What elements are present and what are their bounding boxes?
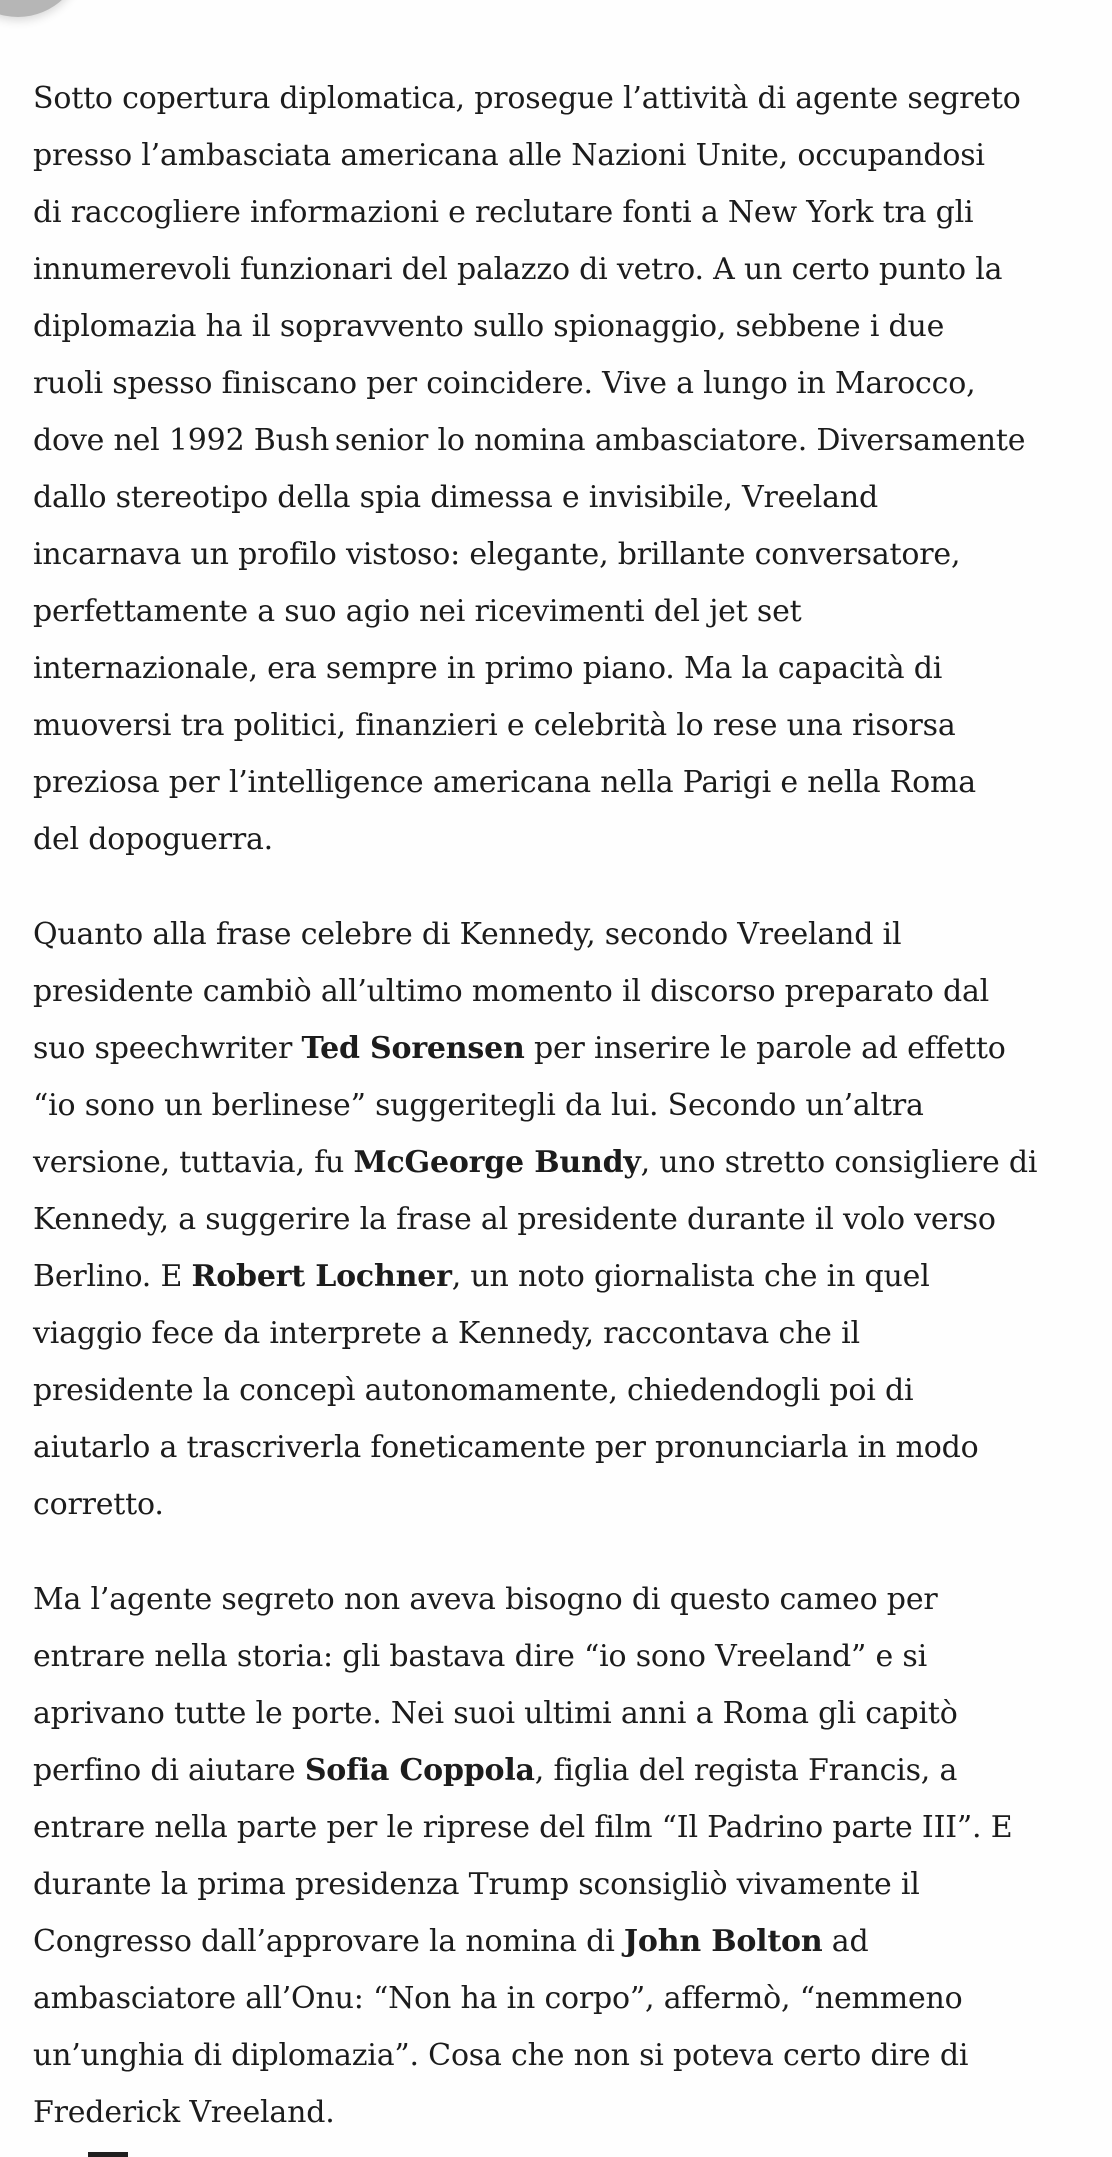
text-segment: ruoli spesso finiscano per coincidere. Vive a lungo in Marocco,	[33, 366, 976, 401]
text-segment: Sotto copertura diplomatica, prosegue l’attività di agente segreto	[33, 81, 1021, 116]
text-line	[33, 241, 1084, 298]
text-segment: dove nel 1992 Bush senior lo nomina ambasciatore. Diversamente	[33, 423, 1026, 458]
text-line	[33, 1305, 1084, 1362]
text-line	[33, 355, 1084, 412]
text-line	[33, 697, 1084, 754]
text-segment: Congresso dall’approvare la nomina di	[33, 1924, 624, 1959]
text-segment: presidente la concepì autonomamente, chiedendogli poi di	[33, 1373, 914, 1408]
text-segment: viaggio fece da interprete a Kennedy, raccontava che il	[33, 1316, 860, 1351]
text-segment: internazionale, era sempre in primo piano. Ma la capacità di	[33, 651, 943, 686]
text-segment: Ma l’agente segreto non aveva bisogno di questo cameo per	[33, 1582, 938, 1617]
text-segment: entrare nella parte per le riprese del film “Il Padrino parte III”. E	[33, 1810, 1013, 1845]
text-segment: durante la prima presidenza Trump sconsigliò vivamente il	[33, 1867, 920, 1902]
text-line	[33, 1856, 1084, 1913]
text-segment: un’unghia di diplomazia”. Cosa che non si poteva certo dire di	[33, 2038, 969, 2073]
text-segment: perfettamente a suo agio nei ricevimenti del jet set	[33, 594, 802, 629]
floating-circle-button[interactable]	[0, 0, 83, 17]
text-segment: , un noto giornalista che in quel	[451, 1259, 930, 1294]
text-segment: ambasciatore all’Onu: “Non ha in corpo”, affermò, “nemmeno	[33, 1981, 963, 2016]
text-segment: presidente cambiò all’ultimo momento il discorso preparato dal	[33, 974, 990, 1009]
text-line	[33, 2084, 1084, 2141]
person-name-link[interactable]: Sofia Coppola	[304, 1753, 535, 1788]
text-line	[33, 127, 1084, 184]
text-line	[33, 1248, 1084, 1305]
text-line	[33, 469, 1084, 526]
text-line	[33, 298, 1084, 355]
article-text	[33, 70, 1084, 2141]
text-segment: , figlia del regista Francis, a	[534, 1753, 958, 1788]
text-segment: aiutarlo a trascriverla foneticamente per pronunciarla in modo	[33, 1430, 979, 1465]
text-segment: entrare nella storia: gli bastava dire “io sono Vreeland” e si	[33, 1639, 927, 1674]
text-segment: incarnava un profilo vistoso: elegante, brillante conversatore,	[33, 537, 961, 572]
text-line	[33, 2027, 1084, 2084]
text-segment: per inserire le parole ad effetto	[524, 1031, 1006, 1066]
text-line	[33, 1571, 1084, 1628]
text-line	[33, 583, 1084, 640]
text-segment: Frederick Vreeland.	[33, 2095, 335, 2130]
text-line	[33, 1742, 1084, 1799]
text-segment: del dopoguerra.	[33, 822, 274, 857]
text-segment: ad	[822, 1924, 869, 1959]
text-line	[33, 70, 1084, 127]
text-line	[33, 1913, 1084, 1970]
text-line	[33, 811, 1084, 868]
next-content-partial	[88, 2152, 128, 2157]
text-segment: corretto.	[33, 1487, 164, 1522]
text-line	[33, 412, 1084, 469]
person-name-link[interactable]: McGeorge Bundy	[353, 1145, 641, 1180]
text-line	[33, 1020, 1084, 1077]
text-line	[33, 1419, 1084, 1476]
text-segment: versione, tuttavia, fu	[33, 1145, 354, 1180]
paragraph	[33, 1571, 1084, 2141]
text-line	[33, 1628, 1084, 1685]
text-segment: innumerevoli funzionari del palazzo di vetro. A un certo punto la	[33, 252, 1003, 287]
text-line	[33, 1476, 1084, 1533]
text-line	[33, 184, 1084, 241]
paragraph	[33, 906, 1084, 1533]
text-segment: dallo stereotipo della spia dimessa e invisibile, Vreeland	[33, 480, 878, 515]
text-line	[33, 1134, 1084, 1191]
text-line	[33, 640, 1084, 697]
text-line	[33, 1970, 1084, 2027]
paragraph	[33, 70, 1084, 868]
text-line	[33, 1799, 1084, 1856]
text-segment: presso l’ambasciata americana alle Nazioni Unite, occupandosi	[33, 138, 985, 173]
text-line	[33, 1362, 1084, 1419]
text-segment: Kennedy, a suggerire la frase al presidente durante il volo verso	[33, 1202, 996, 1237]
text-line	[33, 1685, 1084, 1742]
person-name-link[interactable]: Ted Sorensen	[301, 1031, 525, 1066]
text-segment: , uno stretto consigliere di	[640, 1145, 1038, 1180]
text-segment: perfino di aiutare	[33, 1753, 305, 1788]
text-segment: Quanto alla frase celebre di Kennedy, secondo Vreeland il	[33, 917, 902, 952]
text-segment: di raccogliere informazioni e reclutare fonti a New York tra gli	[33, 195, 974, 230]
text-line	[33, 1077, 1084, 1134]
text-segment: preziosa per l’intelligence americana nella Parigi e nella Roma	[33, 765, 976, 800]
text-segment: diplomazia ha il sopravvento sullo spionaggio, sebbene i due	[33, 309, 945, 344]
text-segment: muoversi tra politici, finanzieri e celebrità lo rese una risorsa	[33, 708, 956, 743]
text-line	[33, 754, 1084, 811]
person-name-link[interactable]: Robert Lochner	[191, 1259, 452, 1294]
text-line	[33, 963, 1084, 1020]
text-line	[33, 906, 1084, 963]
text-segment: “io sono un berlinese” suggeritegli da lui. Secondo un’altra	[33, 1088, 924, 1123]
text-segment: Berlino. E	[33, 1259, 192, 1294]
text-line	[33, 1191, 1084, 1248]
text-line	[33, 526, 1084, 583]
person-name-link[interactable]: John Bolton	[623, 1924, 823, 1959]
text-segment: aprivano tutte le porte. Nei suoi ultimi anni a Roma gli capitò	[33, 1696, 958, 1731]
text-segment: suo speechwriter	[33, 1031, 302, 1066]
